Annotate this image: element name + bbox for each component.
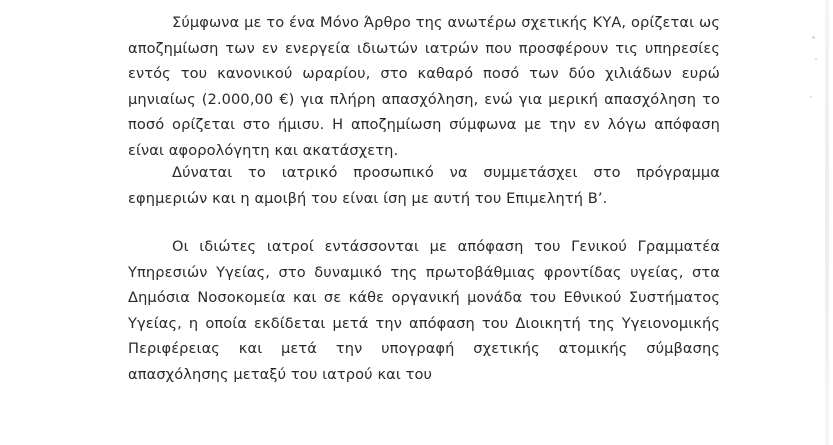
paragraph-compensation: [128, 10, 720, 164]
scan-speck: [810, 96, 812, 98]
scan-edge-shadow: [825, 0, 829, 445]
paragraph-on-call: [128, 160, 720, 211]
paragraph-integration-text: Οι ιδιώτες ιατροί εντάσσονται με απόφαση του Γενικού Γραμματέα Υπηρεσιών Υγείας, στο δυναμικό της πρωτοβάθμιας φροντίδας υγείας, στα Δημόσια Νοσοκομεία και σε κάθε οργανική μονάδα του Εθνικού Συστήματος Υγείας, η οποία εκδίδεται μετά την απόφαση του Διοικητή της Υγειονομικής Περιφέρειας και μετά την υπογραφή σχετικής ατομικής σύμβασης απασχόλησης μεταξύ του ιατρού και του: [128, 238, 720, 383]
paragraph-integration: [128, 234, 720, 388]
paragraph-on-call-text: Δύναται το ιατρικό προσωπικό να συμμετάσχει στο πρόγραμμα εφημεριών και η αμοιβή του είναι ίση με αυτή του Επιμελητή Β’.: [128, 164, 720, 207]
scan-speck: [812, 36, 815, 39]
paragraph-compensation-text: Σύμφωνα με το ένα Μόνο Άρθρο της ανωτέρω σχετικής ΚΥΑ, ορίζεται ως αποζημίωση των εν ενεργεία ιδιωτών ιατρών που προσφέρουν τις υπηρεσίες εντός του κανονικού ωραρίου, στο καθαρό ποσό των δύο χιλιάδων ευρώ μηνιαίως (2.000,00 €) για πλήρη απασχόληση, ενώ για μερική απασχόληση το ποσό ορίζεται στο ήμισυ. Η αποζημίωση σύμφωνα με την εν λόγω απόφαση είναι αφορολόγητη και ακατάσχετη.: [128, 14, 720, 159]
scan-speck: [815, 58, 817, 60]
